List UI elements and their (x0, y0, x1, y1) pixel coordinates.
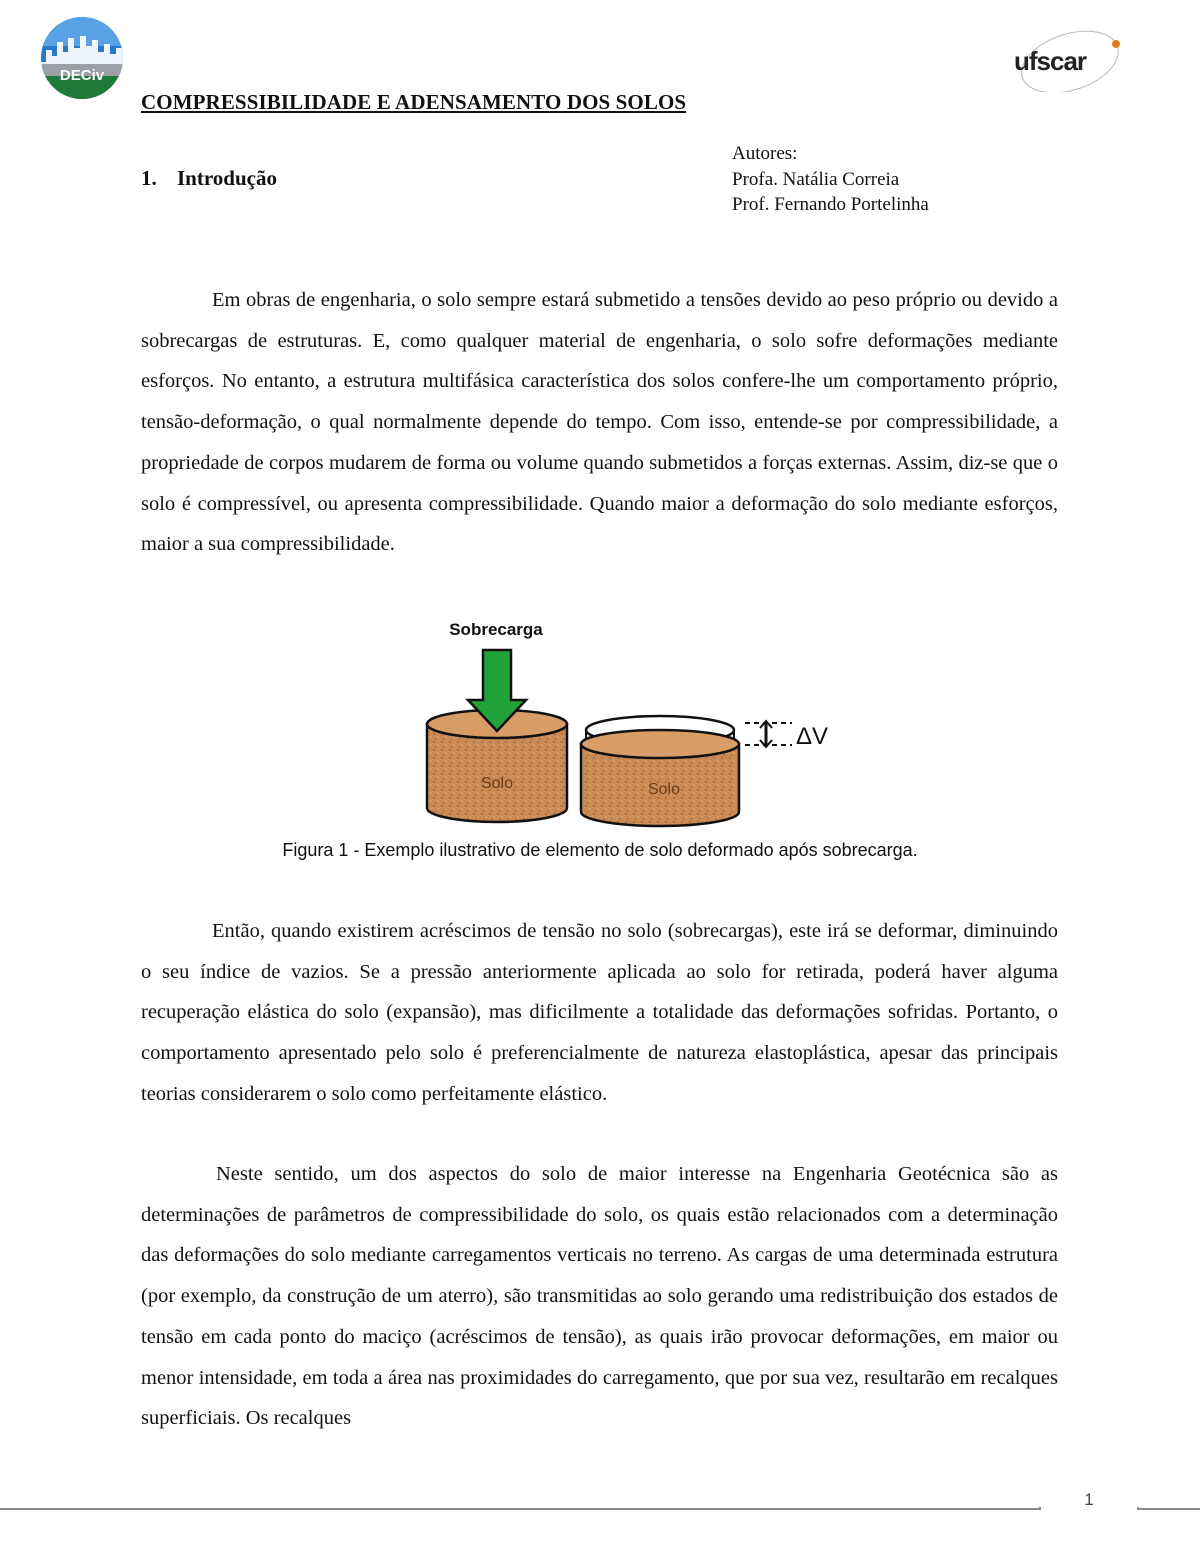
figure-caption: Figura 1 - Exemplo ilustrativo de elemento de solo deformado após sobrecarga. (282, 840, 918, 860)
deciv-logo-text: DECiv (59, 67, 105, 84)
authors-label: Autores: (732, 143, 798, 164)
footer-rule (0, 1507, 1200, 1567)
paragraph: Então, quando existirem acréscimos de tensão no solo (sobrecargas), este irá se deformar, diminuindo o seu índice de vazios. Se a pressão anteriormente aplicada ao solo for retirada, poderá haver alguma recuperação elástica do solo (expansão), mas dificilmente a totalidade das deformações sofridas. Portanto, o comportamento apresentado pelo solo é preferencialmente de natureza elastoplástica, apesar das principais teorias considerarem o solo como perfeitamente elástico. (141, 920, 1058, 1105)
document-title: COMPRESSIBILIDADE E ADENSAMENTO DOS SOLOS (141, 90, 687, 114)
section-title: Introdução (177, 166, 277, 190)
delta-v-label: ΔV (796, 723, 829, 750)
page-number: 1 (1084, 1490, 1094, 1509)
soil-label-right: Solo (647, 781, 681, 798)
load-label: Sobrecarga (449, 620, 543, 639)
soil-cylinder-right (581, 716, 739, 826)
section-heading (141, 166, 277, 191)
author-name: Profa. Natália Correia (732, 168, 900, 190)
paragraph: Em obras de engenharia, o solo sempre estará submetido a tensões devido ao peso próprio ou devido a sobrecargas de estruturas. E, como qualquer material de engenharia, o solo sofre deformações mediante esforços. No entanto, a estrutura multifásica característica dos solos confere-lhe um comportamento próprio, tensão-deformação, o qual normalmente depende do tempo. Com isso, entende-se por compressibilidade, a propriedade de corpos mudarem de forma ou volume quando submetidos a forças externas. Assim, diz-se que o solo é compressível, ou apresenta compressibilidade. Quando maior a deformação do solo mediante esforços, maior a sua compressibilidade. (141, 289, 1058, 556)
authors-block (732, 141, 929, 218)
deciv-logo (40, 16, 124, 100)
paragraph: Neste sentido, um dos aspectos do solo de maior interesse na Engenharia Geotécnica são as determinações de parâmetros de compressibilidade do solo, os quais estão relacionados com a determinação das deformações do solo mediante carregamentos verticais no terreno. As cargas de uma determinada estrutura (por exemplo, da construção de um aterro), são transmitidas ao solo gerando uma redistribuição dos estados de tensão em cada ponto do maciço (acréscimos de tensão), as quais irão provocar deformações, em maior ou menor intensidade, em toda a área nas proximidades do carregamento, que por sua vez, resultarão em recalques superficiais. Os recalques (141, 1163, 1058, 1430)
delta-v-dimension (745, 721, 828, 750)
author-name: Prof. Fernando Portelinha (732, 194, 929, 215)
section-number: 1. (141, 166, 157, 190)
ufscar-logo-text: ufscar (1014, 46, 1087, 76)
soil-deformation-figure (400, 612, 860, 832)
ufscar-logo (1008, 26, 1128, 92)
soil-label-left: Solo (480, 775, 514, 792)
